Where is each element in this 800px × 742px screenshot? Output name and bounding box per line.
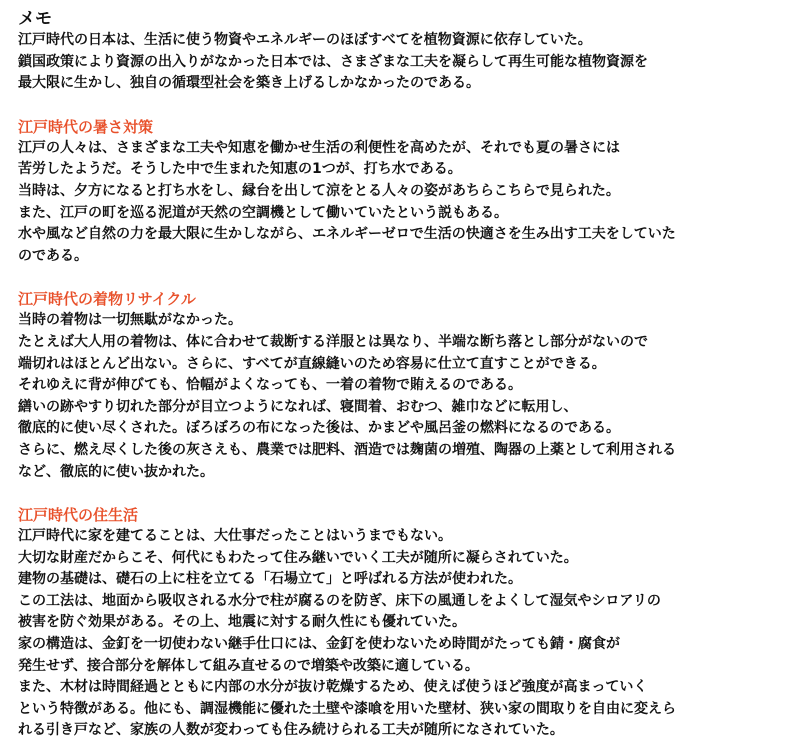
section-line: 当時の着物は一切無駄がなかった。 bbox=[18, 312, 242, 329]
intro-line: 最大限に生かし、独自の循環型社会を築き上げるしかなかったのである。 bbox=[18, 75, 480, 92]
intro-line: 江戸時代の日本は、生活に使う物資やエネルギーのほぼすべてを植物資源に依存していた。 bbox=[18, 32, 592, 48]
section-line: さらに、燃え尽くした後の灰さえも、農業では肥料、酒造では麹菌の増殖、陶器の上薬として利用される bbox=[18, 441, 676, 458]
section-line: 徹底的に使い尽くされた。ぼろぼろの布になった後は、かまどや風呂釜の燃料になるのである。 bbox=[18, 420, 620, 437]
section-line: 大切な財産だからこそ、何代にもわたって住み継いでいく工夫が随所に凝らされていた。 bbox=[18, 549, 578, 566]
section-line: 発生せず、接合部分を解体して組み直せるので増築や改築に適している。 bbox=[18, 657, 479, 674]
section-line: 水や風など自然の力を最大限に生かしながら、エネルギーゼロで生活の快適さを生み出す工夫をしていた bbox=[18, 226, 676, 243]
section-line: のである。 bbox=[18, 247, 88, 264]
section-line: それゆえに背が伸びても、恰幅がよくなっても、一着の着物で賄えるのである。 bbox=[18, 377, 522, 394]
section-heat-measures bbox=[18, 116, 790, 268]
section-housing bbox=[18, 504, 790, 742]
section-line: この工法は、地面から吸収される水分で柱が腐るのを防ぎ、床下の風通しをよくして湿気やシロアリの bbox=[18, 592, 661, 609]
section-title: 江戸時代の暑さ対策 bbox=[18, 117, 154, 136]
section-line: また、江戸の町を巡る泥道が天然の空調機として働いていたという説もある。 bbox=[18, 204, 508, 221]
section-line: という特徴がある。他にも、調湿機能に優れた土壁や漆喰を用いた壁材、狭い家の間取りを自由に変えら bbox=[18, 700, 676, 717]
section-kimono-recycle bbox=[18, 288, 790, 483]
section-line: 江戸の人々は、さまざまな工夫や知恵を働かせ生活の利便性を高めたが、それでも夏の暑さには bbox=[18, 139, 620, 156]
section-line: など、徹底的に使い抜かれた。 bbox=[18, 463, 214, 480]
section-line: 被害を防ぐ効果がある。その上、地震に対する耐久性にも優れていた。 bbox=[18, 614, 466, 631]
intro-line: 鎖国政策により資源の出入りがなかった日本では、さまざまな工夫を凝らして再生可能な植物資源を bbox=[18, 53, 648, 70]
section-line: れる引き戸など、家族の人数が変わっても住み続けられる工夫が随所になされていた。 bbox=[18, 722, 564, 739]
section-line: 繕いの跡やすり切れた部分が目立つようになれば、寝間着、おむつ、雑巾などに転用し、 bbox=[18, 398, 578, 415]
section-title: 江戸時代の着物リサイクル bbox=[18, 290, 196, 309]
intro-paragraph bbox=[18, 30, 790, 95]
section-line: 当時は、夕方になると打ち水をし、縁台を出して涼をとる人々の姿があちらこちらで見られた。 bbox=[18, 182, 620, 199]
section-line: 苦労したようだ。そうした中で生まれた知恵の1つが、打ち水である。 bbox=[18, 161, 462, 178]
memo-title: メモ bbox=[18, 9, 52, 29]
section-line: 建物の基礎は、礎石の上に柱を立てる「石場立て」と呼ばれる方法が使われた。 bbox=[18, 571, 522, 588]
section-line: 端切れはほとんど出ない。さらに、すべてが直線縫いのため容易に仕立て直すことができる。 bbox=[18, 355, 606, 372]
section-line: また、木材は時間経過とともに内部の水分が抜け乾燥するため、使えば使うほど強度が高まっていく bbox=[18, 679, 648, 696]
section-line: たとえば大人用の着物は、体に合わせて裁断する洋服とは異なり、半端な断ち落とし部分がないので bbox=[18, 333, 648, 350]
section-line: 江戸時代に家を建てることは、大仕事だったことはいうまでもない。 bbox=[18, 528, 452, 545]
section-line: 家の構造は、金釘を一切使わない継手仕口には、金釘を使わないため時間がたっても錆・腐食が bbox=[18, 636, 620, 653]
section-title: 江戸時代の住生活 bbox=[18, 506, 139, 525]
